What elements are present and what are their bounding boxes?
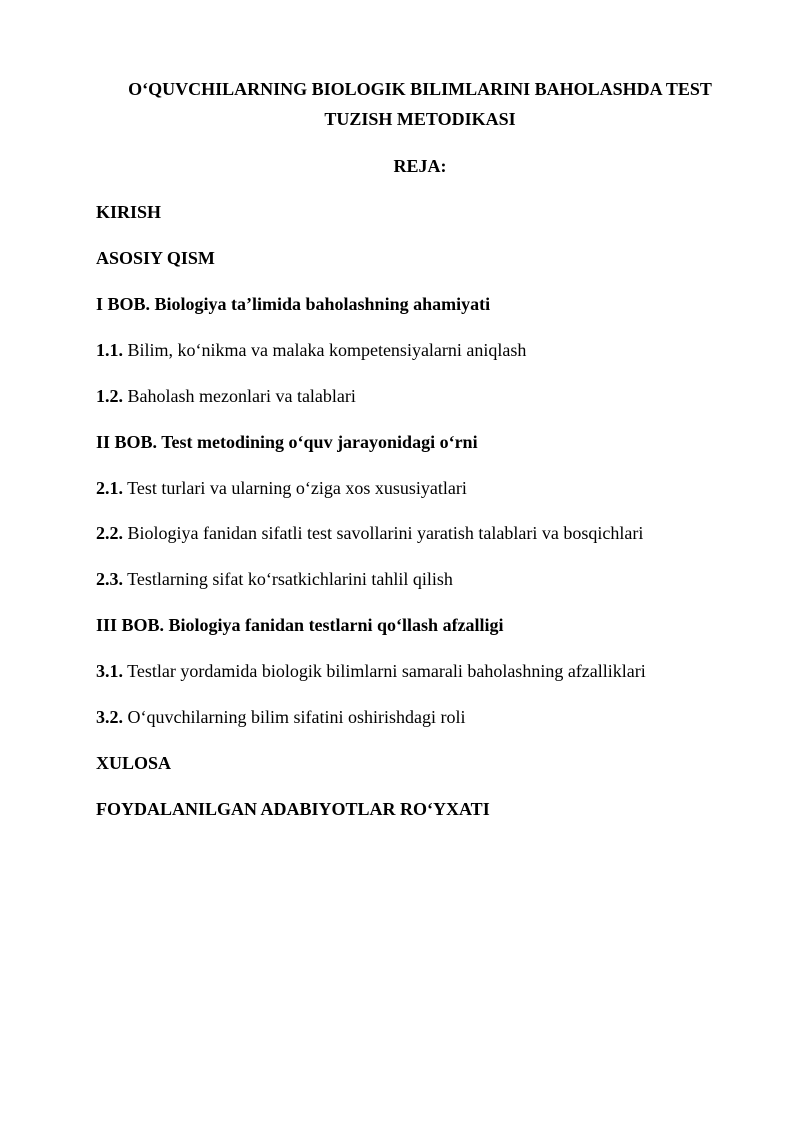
document-title-line-1: O‘QUVCHILARNING BIOLOGIK BILIMLARINI BAHOLASHDA TEST	[128, 79, 712, 99]
toc-item-section-3-1	[96, 656, 646, 686]
toc-item-text: II BOB. Test metodining o‘quv jarayonidagi o‘rni	[96, 432, 478, 452]
toc-item-introduction	[96, 197, 161, 227]
toc-item-references	[96, 794, 490, 824]
toc-item-number: 3.2.	[96, 707, 123, 727]
toc-item-text: ASOSIY QISM	[96, 248, 215, 268]
toc-item-section-2-2	[96, 518, 643, 548]
toc-item-section-2-1	[96, 473, 467, 503]
toc-item-number: 2.2.	[96, 523, 123, 543]
toc-item-text: Biologiya fanidan sifatli test savollarini yaratish talablari va bosqichlari	[123, 523, 644, 543]
document-title-line-2: TUZISH METODIKASI	[324, 109, 516, 129]
plan-heading: REJA:	[393, 156, 447, 176]
toc-item-text: III BOB. Biologiya fanidan testlarni qo‘llash afzalligi	[96, 615, 504, 635]
toc-item-text: Test turlari va ularning o‘ziga xos xususiyatlari	[123, 478, 467, 498]
toc-item-number: 2.3.	[96, 569, 123, 589]
toc-item-text: Bilim, ko‘nikma va malaka kompetensiyalarni aniqlash	[123, 340, 527, 360]
toc-item-chapter-2	[96, 427, 478, 457]
toc-item-text: Testlarning sifat ko‘rsatkichlarini tahlil qilish	[123, 569, 453, 589]
toc-item-text: O‘quvchilarning bilim sifatini oshirishdagi roli	[123, 707, 466, 727]
toc-item-conclusion	[96, 748, 171, 778]
toc-item-text: KIRISH	[96, 202, 162, 222]
toc-item-number: 1.1.	[96, 340, 123, 360]
toc-item-text: Testlar yordamida biologik bilimlarni samarali baholashning afzalliklari	[123, 661, 646, 681]
toc-item-section-2-3	[96, 564, 453, 594]
toc-item-chapter-3	[96, 610, 504, 640]
toc-item-number: 3.1.	[96, 661, 123, 681]
toc-item-number: 2.1.	[96, 478, 123, 498]
toc-item-chapter-1	[96, 289, 490, 319]
toc-item-text: I BOB. Biologiya ta’limida baholashning ahamiyati	[96, 294, 491, 314]
toc-item-text: Baholash mezonlari va talablari	[123, 386, 356, 406]
toc-item-number: 1.2.	[96, 386, 123, 406]
toc-item-section-3-2	[96, 702, 465, 732]
toc-item-text: XULOSA	[96, 753, 172, 773]
toc-item-text: FOYDALANILGAN ADABIYOTLAR RO‘YXATI	[96, 799, 490, 819]
toc-item-main-part	[96, 243, 215, 273]
toc-item-section-1-1	[96, 335, 526, 365]
toc-item-section-1-2	[96, 381, 356, 411]
